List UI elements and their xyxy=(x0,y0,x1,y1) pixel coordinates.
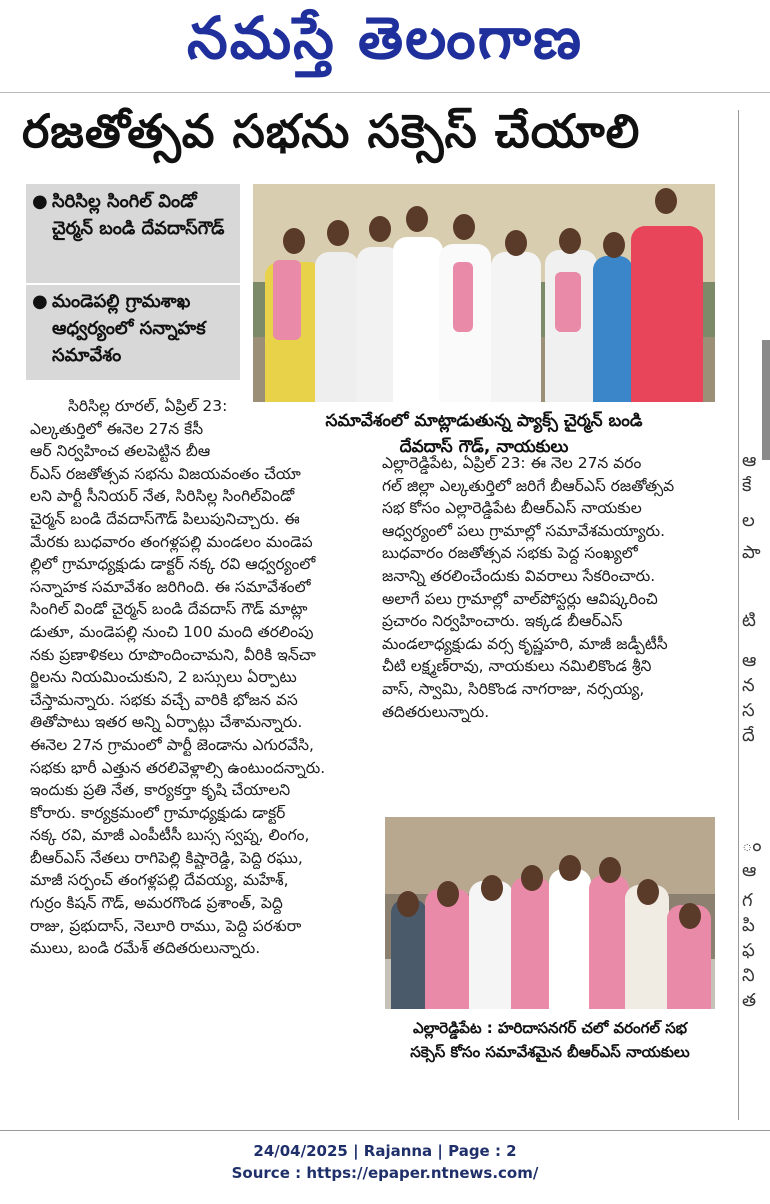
adjacent-photo-edge xyxy=(762,340,770,460)
group-photo-meeting xyxy=(253,184,715,402)
fragment-text: టి xyxy=(742,610,756,631)
fragment-text: ల xyxy=(742,510,755,531)
fragment-text: కే xyxy=(742,475,752,496)
fragment-text: ం xyxy=(742,835,762,856)
fragment-text: ఆ xyxy=(742,450,757,471)
photo-caption: ఎల్లారెడ్డిపేట : హరిదాసనగర్ చలో వరంగల్ సభ సక్సెస్ కోసం సమావేశమైన బీఆర్ఎస్ నాయకులు xyxy=(410,1019,690,1061)
fragment-text: స xyxy=(742,700,755,721)
fragment-text: గ xyxy=(742,890,753,911)
footer-source: Source : https://epaper.ntnews.com/ xyxy=(231,1164,539,1182)
fragment-text: ఆ xyxy=(742,650,757,671)
column-divider xyxy=(738,110,739,1120)
highlight-item: ● సిరిసిల్ల సింగిల్ విండో చైర్మన్ బండి దేవదాస్‌గౌడ్ xyxy=(34,188,234,242)
fragment-text: ఫ xyxy=(742,940,755,961)
story-sircilla: సిరిసిల్ల రూరల్, ఏప్రిల్ 23: ఎల్కతుర్తిలో ఈనెల 27న కేసీ ఆర్ నిర్వహించ తలపెట్టిన బీఆ ర్ఎస్ రజతోత్సవ సభను విజయవంతం చేయా లని పార్టీ సీనియర్ నేత, సిరిసిల్ల సింగిల్‌విండో చైర్మన్ బండి దేవదాస్‌గౌడ్ పిలుపునిచ్చారు. ఈ మేరకు బుధవారం తంగళ్లపల్లి మండలం మండెప ల్లిలో గ్రామాధ్యక్షుడు డాక్టర్ నక్క రవి ఆధ్వర్యంలో సన్నాహక సమావేశం జరిగింది. ఈ సమావేశంలో సింగిల్ విండో చైర్మన్ బండి దేవదాస్ గౌడ్ మాట్లా డుతూ, మండెపల్లి నుంచి 100 మంది తరలింపు నకు ప్రణాళికలు రూపొందించామని, వీరికి ఇన్‌చా ర్జిలను నియమించుకుని, 2 బస్సులు ఏర్పాటు చేస్తామన్నారు. సభకు వచ్చే వారికి భోజన వస తితోపాటు ఇతర అన్ని ఏర్పాట్లు చేశామన్నారు. ఈనెల 27న గ్రామంలో పార్టీ జెండాను ఎగురవేసి, సభకు భారీ ఎత్తున తరలివెళ్లాల్సి ఉంటుందన్నారు. ఇందుకు ప్రతి నేత, కార్యకర్తా కృషి చేయాలని కోరారు. కార్యక్రమంలో గ్రామాధ్యక్షుడు డాక్టర్ నక్క రవి, మాజీ ఎంపీటీసీ బుస్స స్వప్న, లింగం, బీఆర్ఎస్ నేతలు రాగిపెల్లి కిష్టారెడ్డి, పెద్ది రఘు, మాజీ సర్పంచ్ తంగళ్లపల్లి దేవయ్య, మహేశ్, గుర్రం కిషన్ గౌడ్, అమరగొండ ప్రశాంత్, పెద్ది రాజు, ప్రభుదాస్, నెలూరి రాము, పెద్ది పరశురా ములు, బండి రమేశ్ తదితరులున్నారు. xyxy=(30,397,326,958)
fragment-text: న xyxy=(742,675,755,696)
footer-divider xyxy=(0,1130,770,1131)
highlights-separator xyxy=(26,283,240,285)
fragment-text: దే xyxy=(742,725,755,746)
masthead-title: నమస్తే తెలంగాణ xyxy=(187,4,583,72)
fragment-text: పా xyxy=(742,542,761,563)
fragment-text: పి xyxy=(742,915,755,936)
footer-dateline: 24/04/2025 | Rajanna | Page : 2 xyxy=(253,1142,517,1160)
fragment-text: ని xyxy=(742,965,755,986)
bullet-icon: ● xyxy=(32,291,48,312)
highlight-item: ● మండెపల్లి గ్రామశాఖ ఆధ్వర్యంలో సన్నాహక సమావేశం xyxy=(34,288,234,369)
photo-caption: సమావేశంలో మాట్లాడుతున్న ప్యాక్స్ చైర్మన్ బండి దేవదాస్ గౌడ్, నాయకులు xyxy=(325,411,643,457)
adjacent-article-fragment xyxy=(742,110,770,1120)
highlights-box xyxy=(26,184,240,380)
bullet-icon: ● xyxy=(32,191,48,212)
masthead-divider xyxy=(0,92,770,93)
group-photo-seated xyxy=(385,817,715,1009)
story-yellareddypet: ఎల్లారెడ్డిపేట, ఏప్రిల్ 23: ఈ నెల 27న వరం గల్ జిల్లా ఎల్కతుర్తిలో జరిగే బీఆర్ఎస్ రజతోత్సవ సభ కోసం ఎల్లారెడ్డిపేట బీఆర్ఎస్ నాయకుల ఆధ్వర్యంలో పలు గ్రామాల్లో సమావేశమయ్యారు. బుధవారం రజతోత్సవ సభకు పెద్ద సంఖ్యలో జనాన్ని తరలించేందుకు వివరాలు సేకరించారు. అలాగే పలు గ్రామాల్లో వాల్‌పోస్టర్లు ఆవిష్కరించి ప్రచారం నిర్వహించారు. ఇక్కడ బీఆర్ఎస్ మండలాధ్యక్షుడు వర్స కృష్ణహరి, మాజీ జడ్పీటీసీ చీటి లక్ష్మణ్‌రావు, నాయకులు నమిలికొండ శ్రీని వాస్, స్వామి, సిరికొండ నాగరాజు, నర్సయ్య, తదితరులున్నారు. xyxy=(382,454,675,721)
headline: రజతోత్సవ సభను సక్సెస్ చేయాలి xyxy=(22,104,641,158)
fragment-text: త xyxy=(742,990,757,1011)
masthead xyxy=(0,0,770,86)
fragment-text: ఆ xyxy=(742,860,757,881)
